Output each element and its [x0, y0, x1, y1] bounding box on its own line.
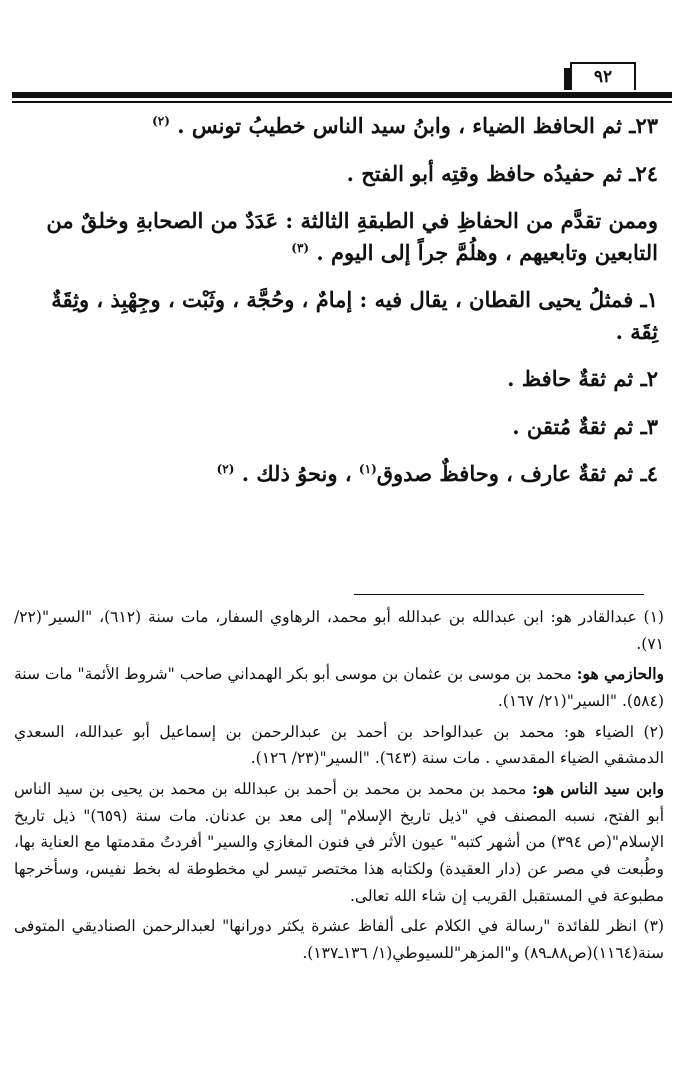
paragraph-third-tier: وممن تقدَّم من الحفاظِ في الطبقةِ الثالثة : عَدَدٌ من الصحابةِ وخلقٌ من التابعين وتابعيهم ، وهلُمَّ جراً إلى اليوم . $^{(٣)}$ — [46, 208, 658, 265]
footnote-1: (١) عبدالقادر هو: ابن عبدالله بن عبدالله أبو محمد، الرهاوي السفار، مات سنة (٦١٢)، "السير"(٢٢/ ٧١). — [14, 608, 664, 653]
footnote-ibn-sayyid: وابن سيد الناس هو: محمد بن محمد بن محمد بن أحمد بن عبدالله بن محمد بن يحيى بن سيد الناس أبو الفتح، نسبه المصنف في "ذيل تاريخ الإسلام" إلى معد بن عدنان. مات سنة (٦٥٩)" ذيل تاريخ الإسلام"(ص ٣٩٤) من أشهر كتبه" عيون الأثر في فنون المغازي والسير" أفردتُ مقدمتها مع العناية بها، وطُبعت في مصر عن (دار العقيدة) ولكتابه هذا مختصر تيسر لي مخطوطة له بخط نفيس، وسأخرجها مطبوعة في المستقبل القريب إن شاء الله تعالى. — [14, 778, 665, 905]
paragraph-23: ٢٣ـ ثم الحافظ الضياء ، وابنُ سيد الناس خطيبُ تونس . $^{(٢)}$ — [152, 113, 658, 138]
footnote-ref: (٣) — [291, 240, 310, 255]
footnotes — [14, 604, 664, 971]
list-item-3: ٣ـ ثم ثقةٌ مُتقن . — [512, 413, 658, 439]
page-number: ٩٢ — [570, 62, 636, 90]
paragraph-24: ٢٤ـ ثم حفيدُه حافظ وقتِه أبو الفتح . — [346, 160, 658, 186]
footnote-separator — [354, 594, 644, 595]
footnote-3: (٣) انظر للفائدة "رسالة في الكلام على ألفاظ عشرة يكثر دورانها" لعبدالرحمن الصناديقي المتوفى سنة(١١٦٤)(ص٨٨ـ٨٩) و"المزهر"للسيوطي(١/ ١٣٦ـ١٣٧). — [14, 917, 664, 962]
footnote-ref: (٢) — [216, 462, 235, 476]
footnote-ref: (٢) — [152, 114, 170, 128]
list-item-1: ١ـ فمثلُ يحيى القطان ، يقال فيه : إمامٌ ، وحُجَّة ، وثَبْت ، وجِهْبِذ ، وثِقَةٌ ثِقَة . — [51, 287, 658, 344]
footnote-2: (٢) الضياء هو: محمد بن عبدالواحد بن أحمد بن عبدالرحمن بن إسماعيل أبو عبدالله، السعدي الدمشقي الضياء المقدسي . مات سنة (٦٤٣). "السير"(٢٣/ ١٢٦). — [14, 722, 664, 768]
footnote-ref: (١) — [358, 462, 377, 476]
header-rule — [12, 92, 672, 103]
footnote-hazimi: والحازمي هو: محمد بن موسى بن عثمان بن موسى أبو بكر الهمداني صاحب "شروط الأئمة" مات سنة (٥٨٤). "السير"(٢١/ ١٦٧). — [14, 664, 665, 710]
list-item-4: ٤ـ ثم ثقةٌ عارف ، وحافظٌ صدوق$^{(١)}$ ، ونحوُ ذلك . $^{(٢)}$ — [216, 461, 658, 486]
list-item-2: ٢ـ ثم ثقةٌ حافظ . — [507, 366, 658, 391]
main-text — [18, 110, 658, 506]
